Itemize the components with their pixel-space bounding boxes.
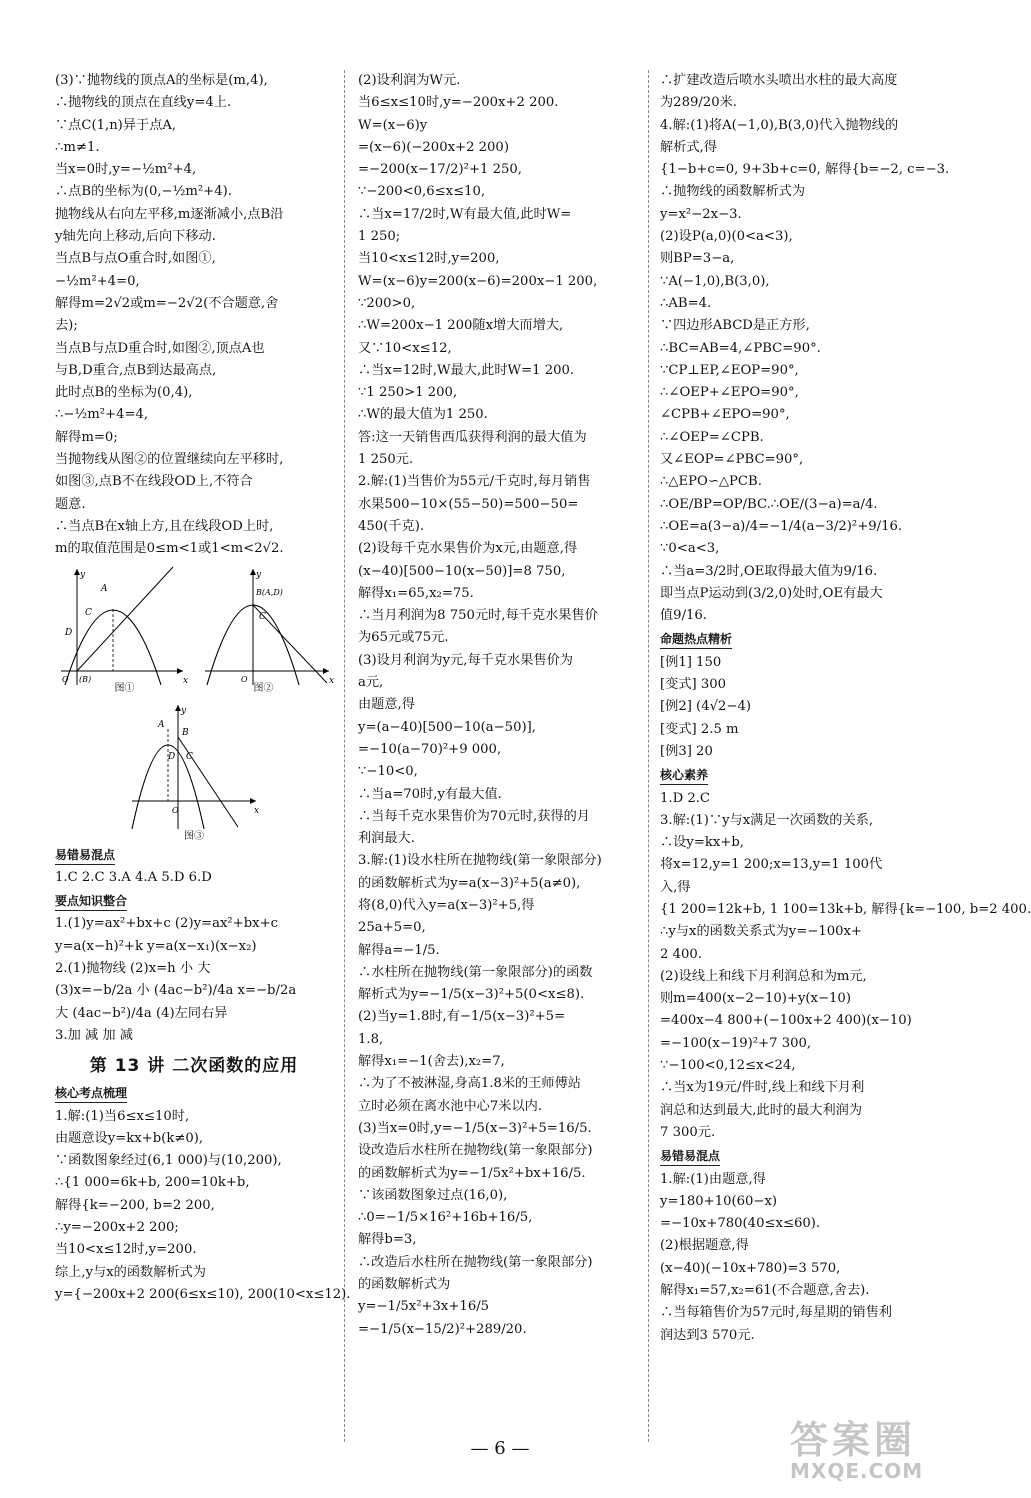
- text-line: (2)设每千克水果售价为x元,由题意,得: [358, 541, 578, 557]
- text-line: 由题意设y=kx+b(k≠0),: [55, 1130, 204, 1146]
- text-line: 抛物线从右向左平移,m逐渐减小,点B沿: [55, 206, 284, 222]
- text-line: 润总和达到最大,此时的最大利润为: [660, 1102, 863, 1118]
- text-line: (2)设线上和线下月利润总和为m元,: [660, 968, 867, 984]
- text-line: ∴OE=a(3−a)/4=−1/4(a−3/2)²+9/16.: [660, 518, 903, 534]
- text-line: 将(8,0)代入y=a(x−3)²+5,得: [358, 897, 535, 913]
- text-line: ∴当x为19元/件时,线上和线下月利: [660, 1080, 865, 1096]
- text-line: (2)根据题意,得: [660, 1238, 749, 1254]
- text-line: ∴当a=3/2时,OE取得最大值为9/16.: [660, 563, 878, 579]
- text-line: ∴当点B在x轴上方,且在线段OD上时,: [55, 518, 274, 534]
- section-title: 易错易混点: [660, 1147, 720, 1166]
- text-line: 1.解:(1)当6≤x≤10时,: [55, 1108, 190, 1124]
- text-line: (3)当x=0时,y=−1/5(x−3)²+5=16/5.: [358, 1120, 592, 1136]
- text-line: ∴抛物线的函数解析式为: [660, 184, 806, 200]
- text-line: ∴OE/BP=OP/BC.∴OE/(3−a)=a/4.: [660, 496, 878, 512]
- text-line: y=−1/5x²+3x+16/5: [358, 1299, 490, 1315]
- text-line: 如图③,点B不在线段OD上,不符合: [55, 474, 253, 490]
- svg-text:y: y: [181, 705, 187, 716]
- text-line: 解析式为y=−1/5(x−3)²+5(0<x≤8).: [358, 987, 585, 1003]
- section-title: 命题热点精析: [660, 630, 732, 649]
- watermark-text: 答案圈: [790, 1418, 917, 1462]
- svg-text:O: O: [172, 805, 179, 815]
- text-line: (2)当y=1.8时,有−1/5(x−3)²+5=: [358, 1009, 566, 1025]
- text-line: ∵A(−1,0),B(3,0),: [660, 273, 770, 289]
- text-line: 则m=400(x−2−10)+y(x−10): [660, 991, 851, 1007]
- column-3: [660, 70, 1031, 1347]
- text-line: [变式] 2.5 m: [660, 721, 739, 737]
- text-line: ∵−100<0,12≤x<24,: [660, 1058, 796, 1074]
- text-line: 答:这一天销售西瓜获得利润的最大值为: [358, 429, 587, 445]
- text-line: W=(x−6)y=200(x−6)=200x−1 200,: [358, 273, 598, 289]
- text-line: 设改造后水柱所在抛物线(第一象限部分): [358, 1143, 593, 1159]
- text-line: [例1] 150: [660, 654, 722, 670]
- column-divider: [344, 70, 345, 1442]
- text-line: (x−40)(−10x+780)=3 570,: [660, 1260, 841, 1276]
- text-line: 去);: [55, 318, 78, 334]
- text-line: 当x=0时,y=−½m²+4,: [55, 162, 197, 178]
- svg-text:y: y: [256, 569, 262, 580]
- text-line: 润达到3 570元.: [660, 1327, 755, 1343]
- text-line: =−200(x−17/2)²+1 250,: [358, 162, 522, 178]
- section-title: 易错易混点: [55, 846, 115, 865]
- text-line: ∴{1 000=6k+b, 200=10k+b,: [55, 1175, 250, 1191]
- svg-text:B(A,D): B(A,D): [256, 587, 283, 597]
- text-line: =−10(a−70)²+9 000,: [358, 741, 502, 757]
- text-line: 为289/20米.: [660, 95, 737, 111]
- text-line: ∴当a=70时,y有最大值.: [358, 786, 502, 802]
- text-line: ∴当x=17/2时,W有最大值,此时W=: [358, 206, 572, 222]
- solution-block: [660, 1169, 942, 1347]
- text-line: ∴m≠1.: [55, 139, 100, 155]
- text-line: 的函数解析式为y=−1/5x²+bx+16/5.: [358, 1165, 586, 1181]
- column-2: [358, 70, 638, 1341]
- text-line: 1.8,: [358, 1031, 384, 1047]
- text-line: 入,得: [660, 879, 691, 895]
- text-line: y=180+10(60−x): [660, 1193, 778, 1209]
- solution-block: [55, 1106, 351, 1307]
- text-line: 又∵10<x≤12,: [358, 340, 452, 356]
- text-line: 此时点B的坐标为(0,4),: [55, 385, 193, 401]
- text-line: [变式] 300: [660, 677, 727, 693]
- text-line: y=(a−40)[500−10(a−50)],: [358, 719, 536, 735]
- text-line: ∵该函数图象过点(16,0),: [358, 1187, 508, 1203]
- text-line: 1.(1)y=ax²+bx+c (2)y=ax²+bx+c: [55, 916, 279, 932]
- parabola-figure-2: [201, 565, 333, 687]
- text-line: 为65元或75元.: [358, 630, 449, 646]
- text-line: 水果500−10×(55−50)=500−50=: [358, 496, 579, 512]
- text-line: 当抛物线从图②的位置继续向左平移时,: [55, 452, 284, 468]
- text-line: ∴点B的坐标为(0,−½m²+4).: [55, 184, 232, 200]
- figure-caption: 图②: [253, 682, 274, 694]
- text-line: {1 200=12k+b, 1 100=13k+b, 解得{k=−100, b=2 400.: [660, 901, 1031, 917]
- svg-text:C: C: [186, 751, 193, 762]
- text-line: 1.C 2.C 3.A 4.A 5.D 6.D: [55, 869, 212, 885]
- text-line: 的函数解析式为: [358, 1277, 451, 1293]
- text-line: ∴当月利润为8 750元时,每千克水果售价: [358, 608, 598, 624]
- text-line: ∵CP⊥EP,∠EOP=90°,: [660, 362, 799, 378]
- text-line: ∴抛物线的顶点在直线y=4上.: [55, 95, 232, 111]
- text-line: 当10<x≤12时,y=200.: [55, 1242, 197, 1258]
- text-line: 1.D 2.C: [660, 790, 711, 806]
- svg-text:C: C: [85, 607, 92, 618]
- text-line: 值9/16.: [660, 608, 707, 624]
- text-line: [例2] (4√2−4): [660, 699, 751, 715]
- text-line: ∴设y=kx+b,: [660, 835, 744, 851]
- section-title: 要点知识整合: [55, 892, 127, 911]
- text-line: =(x−6)(−200x+2 200): [358, 139, 509, 155]
- text-line: 由题意,得: [358, 697, 415, 713]
- solution-block: [55, 70, 333, 561]
- text-line: 当点B与点O重合时,如图①,: [55, 251, 216, 267]
- text-line: 解得b=3,: [358, 1232, 417, 1248]
- section-title: 核心素养: [660, 766, 708, 785]
- text-line: [例3] 20: [660, 743, 713, 759]
- text-line: (2)设P(a,0)(0<a<3),: [660, 229, 793, 245]
- text-line: ∴当x=12时,W最大,此时W=1 200.: [358, 362, 575, 378]
- section-title: 核心考点梳理: [55, 1084, 127, 1103]
- text-line: 解析式,得: [660, 139, 717, 155]
- lecture-heading: 第 13 讲 二次函数的应用: [89, 1056, 299, 1077]
- parabola-figure-1: [55, 565, 187, 687]
- svg-text:x: x: [329, 675, 335, 686]
- text-line: 解得x₁=65,x₂=75.: [358, 585, 474, 601]
- text-line: (3)∵抛物线的顶点A的坐标是(m,4),: [55, 73, 268, 88]
- text-line: =−1/5(x−15/2)²+289/20.: [358, 1321, 527, 1337]
- text-line: y=a(x−h)²+k y=a(x−x₁)(x−x₂): [55, 938, 257, 954]
- text-line: ∵−10<0,: [358, 764, 418, 780]
- text-line: ∵1 250>1 200,: [358, 385, 458, 401]
- text-line: ∴△EPO∽△PCB.: [660, 474, 762, 490]
- text-line: {1−b+c=0, 9+3b+c=0, 解得{b=−2, c=−3.: [660, 162, 950, 178]
- text-line: 解得{k=−200, b=2 200,: [55, 1197, 215, 1213]
- text-line: ∴∠OEP+∠EPO=90°,: [660, 385, 799, 401]
- text-line: (2)设利润为W元.: [358, 73, 461, 88]
- text-line: ∵0<a<3,: [660, 541, 720, 557]
- figure-caption: 图①: [114, 682, 135, 694]
- text-line: 题意.: [55, 496, 86, 512]
- text-line: ∵四边形ABCD是正方形,: [660, 318, 810, 334]
- text-line: (x−40)[500−10(x−50)]=8 750,: [358, 563, 566, 579]
- text-line: ∴0=−1/5×16²+16b+16/5,: [358, 1210, 533, 1226]
- svg-text:A: A: [101, 583, 108, 594]
- text-line: ∴水柱所在抛物线(第一象限部分)的函数: [358, 964, 593, 980]
- text-line: 与B,D重合,点B到达最高点,: [55, 362, 217, 378]
- column-1: [55, 70, 351, 1306]
- text-line: 大 (4ac−b²)/4a (4)左同右异: [55, 1005, 228, 1021]
- svg-text:C: C: [259, 611, 266, 622]
- text-line: 2 400.: [660, 946, 702, 962]
- solution-block: [660, 70, 950, 627]
- svg-text:D: D: [65, 627, 73, 638]
- text-line: ∴扩建改造后喷水头喷出水柱的最大高度: [660, 73, 898, 88]
- solution-block: [660, 652, 942, 763]
- watermark-url: MXQE.COM: [790, 1459, 924, 1483]
- text-line: a元,: [358, 675, 384, 691]
- text-line: 当10<x≤12时,y=200,: [358, 251, 500, 267]
- figure-row: [55, 565, 333, 687]
- text-line: 解得a=−1/5.: [358, 942, 440, 958]
- text-line: 解得x₁=57,x₂=61(不合题意,舍去).: [660, 1283, 870, 1299]
- solution-block: [660, 788, 1031, 1145]
- text-line: ∴BC=AB=4,∠PBC=90°.: [660, 340, 821, 356]
- text-line: ∵函数图象经过(6,1 000)与(10,200),: [55, 1153, 282, 1169]
- text-line: −½m²+4=0,: [55, 273, 140, 289]
- text-line: 利润最大.: [358, 831, 415, 847]
- solution-block: [55, 867, 333, 889]
- solution-block: [55, 913, 333, 1047]
- text-line: 即当点P运动到(3/2,0)处时,OE有最大: [660, 585, 883, 601]
- text-line: 25a+5=0,: [358, 920, 426, 936]
- text-line: 则BP=3−a,: [660, 251, 735, 267]
- text-line: =−100(x−19)²+7 300,: [660, 1035, 812, 1051]
- text-line: ∵−200<0,6≤x≤10,: [358, 184, 486, 200]
- svg-text:D: D: [168, 751, 176, 762]
- page-number: — 6 —: [470, 1438, 530, 1459]
- text-line: 3.加 减 加 减: [55, 1027, 133, 1043]
- text-line: 2.(1)抛物线 (2)x=h 小 大: [55, 961, 211, 977]
- figure-caption: 图③: [184, 830, 204, 842]
- text-line: ∴y与x的函数关系式为y=−100x+: [660, 924, 862, 940]
- svg-text:B: B: [182, 727, 189, 738]
- svg-text:(B): (B): [79, 674, 92, 684]
- column-divider: [648, 70, 649, 1442]
- svg-text:x: x: [254, 805, 260, 816]
- text-line: 又∠EOP=∠PBC=90°,: [660, 452, 804, 468]
- text-line: 当点B与点D重合时,如图②,顶点A也: [55, 340, 265, 356]
- text-line: y={−200x+2 200(6≤x≤10), 200(10<x≤12).: [55, 1286, 351, 1302]
- text-line: ∴当每千克水果售价为70元时,获得的月: [358, 808, 590, 824]
- text-line: 4.解:(1)将A(−1,0),B(3,0)代入抛物线的: [660, 117, 899, 133]
- text-line: ∴改造后水柱所在抛物线(第一象限部分): [358, 1254, 593, 1270]
- text-line: 3.解:(1)设水柱所在抛物线(第一象限部分): [358, 853, 602, 869]
- text-line: 7 300元.: [660, 1124, 716, 1140]
- svg-text:y: y: [80, 569, 86, 580]
- text-line: =−10x+780(40≤x≤60).: [660, 1216, 821, 1232]
- text-line: (3)x=−b/2a 小 (4ac−b²)/4a x=−b/2a: [55, 983, 297, 999]
- text-line: 1.解:(1)由题意,得: [660, 1171, 766, 1187]
- text-line: 2.解:(1)当售价为55元/千克时,每月销售: [358, 474, 591, 490]
- text-line: W=(x−6)y: [358, 117, 428, 133]
- text-line: ∴AB=4.: [660, 295, 712, 311]
- svg-text:x: x: [183, 675, 189, 686]
- text-line: ∴W的最大值为1 250.: [358, 407, 488, 423]
- text-line: 解得x₁=−1(舍去),x₂=7,: [358, 1054, 505, 1070]
- text-line: =400x−4 800+(−100x+2 400)(x−10): [660, 1013, 912, 1029]
- text-line: y轴先向上移动,后向下移动.: [55, 229, 216, 245]
- text-line: m的取值范围是0≤m<1或1<m<2√2.: [55, 541, 284, 557]
- text-line: ∴为了不被淋湿,身高1.8米的王师傅站: [358, 1076, 581, 1092]
- text-line: 3.解:(1)∵y与x满足一次函数的关系,: [660, 812, 874, 828]
- text-line: ∵200>0,: [358, 295, 416, 311]
- text-line: 1 250;: [358, 229, 401, 245]
- text-line: 综上,y与x的函数解析式为: [55, 1264, 206, 1280]
- text-line: 的函数解析式为y=a(x−3)²+5(a≠0),: [358, 875, 581, 891]
- text-line: 450(千克).: [358, 518, 425, 534]
- parabola-figure-3: [128, 701, 260, 831]
- text-line: ∵点C(1,n)异于点A,: [55, 117, 177, 133]
- svg-text:O: O: [241, 674, 248, 684]
- text-line: 立时必须在离水池中心7米以内.: [358, 1098, 543, 1114]
- svg-text:O: O: [62, 674, 69, 684]
- text-line: 解得m=0;: [55, 429, 118, 445]
- text-line: 解得m=2√2或m=−2√2(不合题意,舍: [55, 295, 279, 311]
- text-line: 当6≤x≤10时,y=−200x+2 200.: [358, 95, 559, 111]
- text-line: ∴−½m²+4=4,: [55, 407, 149, 423]
- text-line: ∴W=200x−1 200随x增大而增大,: [358, 318, 564, 334]
- text-line: y=x²−2x−3.: [660, 206, 742, 222]
- text-line: ∴∠OEP=∠CPB.: [660, 429, 764, 445]
- text-line: ∴当每箱售价为57元时,每星期的销售利: [660, 1305, 892, 1321]
- text-line: 将x=12,y=1 200;x=13,y=1 100代: [660, 857, 883, 873]
- text-line: 1 250元.: [358, 452, 414, 468]
- text-line: ∠CPB+∠EPO=90°,: [660, 407, 790, 423]
- text-line: (3)设月利润为y元,每千克水果售价为: [358, 652, 573, 668]
- svg-text:A: A: [158, 719, 165, 730]
- text-line: ∴y=−200x+2 200;: [55, 1219, 179, 1235]
- watermark-logo: [790, 1420, 990, 1490]
- solution-block: [358, 70, 638, 1341]
